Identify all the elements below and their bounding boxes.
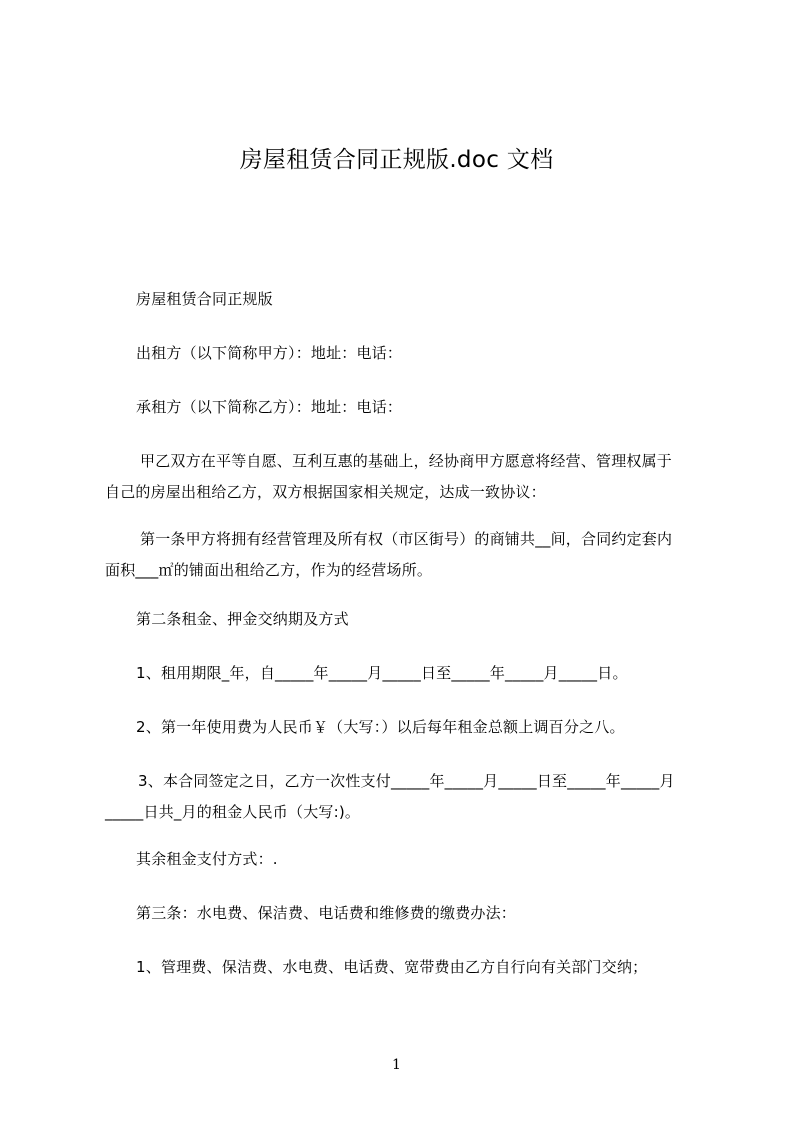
other-payment-line xyxy=(136,844,736,875)
document-title: 房屋租赁合同正规版.doc 文档 xyxy=(239,147,554,173)
paragraph-line: 第二条租金、押金交纳期及方式 xyxy=(136,610,349,628)
lessee-line xyxy=(136,392,736,423)
article-three-heading xyxy=(136,898,736,929)
fees-line xyxy=(136,952,736,983)
paragraph-line: 甲乙双方在平等自愿、互利互惠的基础上，经协商甲方愿意将经营、管理权属于 xyxy=(140,452,673,470)
paragraph-line: 第三条：水电费、保洁费、电话费和维修费的缴费办法： xyxy=(136,904,517,922)
paragraph-line: 自己的房屋出租给乙方，双方根据国家相关规定，达成一致协议： xyxy=(105,483,546,501)
page-number: 1 xyxy=(392,1057,401,1073)
lease-term-line xyxy=(136,658,736,689)
paragraph-line: 承租方（以下简称乙方）：地址：电话： xyxy=(136,398,403,416)
paragraph-line: 其余租金支付方式：. xyxy=(136,850,278,868)
paragraph-line: 面积___㎡的铺面出租给乙方，作为的经营场所。 xyxy=(105,561,433,579)
paragraph-line: 出租方（以下简称甲方）：地址：电话： xyxy=(136,344,403,362)
paragraph-line: 3、本合同签定之日，乙方一次性支付_____年_____月_____日至_____年_____月 xyxy=(138,772,675,790)
paragraph-line: 第一条甲方将拥有经营管理及所有权（市区街号）的商铺共__间，合同约定套内 xyxy=(140,530,673,548)
contract-heading xyxy=(136,284,736,315)
lessor-line xyxy=(136,338,736,369)
initial-payment-paragraph xyxy=(105,766,705,828)
article-two-heading xyxy=(136,604,736,635)
paragraph-line: _____日共_月的租金人民币（大写:)。 xyxy=(105,803,361,821)
article-one-paragraph xyxy=(105,524,705,586)
preamble-paragraph xyxy=(105,446,705,508)
paragraph-line: 2、第一年使用费为人民币￥（大写：）以后每年租金总额上调百分之八。 xyxy=(136,718,625,736)
first-year-fee-line xyxy=(136,712,736,743)
paragraph-line: 房屋租赁合同正规版 xyxy=(136,290,273,308)
paragraph-line: 1、租用期限_年，自_____年_____月_____日至_____年_____月_____日。 xyxy=(136,664,628,682)
paragraph-line: 1、管理费、保洁费、水电费、电话费、宽带费由乙方自行向有关部门交纳； xyxy=(136,958,648,976)
